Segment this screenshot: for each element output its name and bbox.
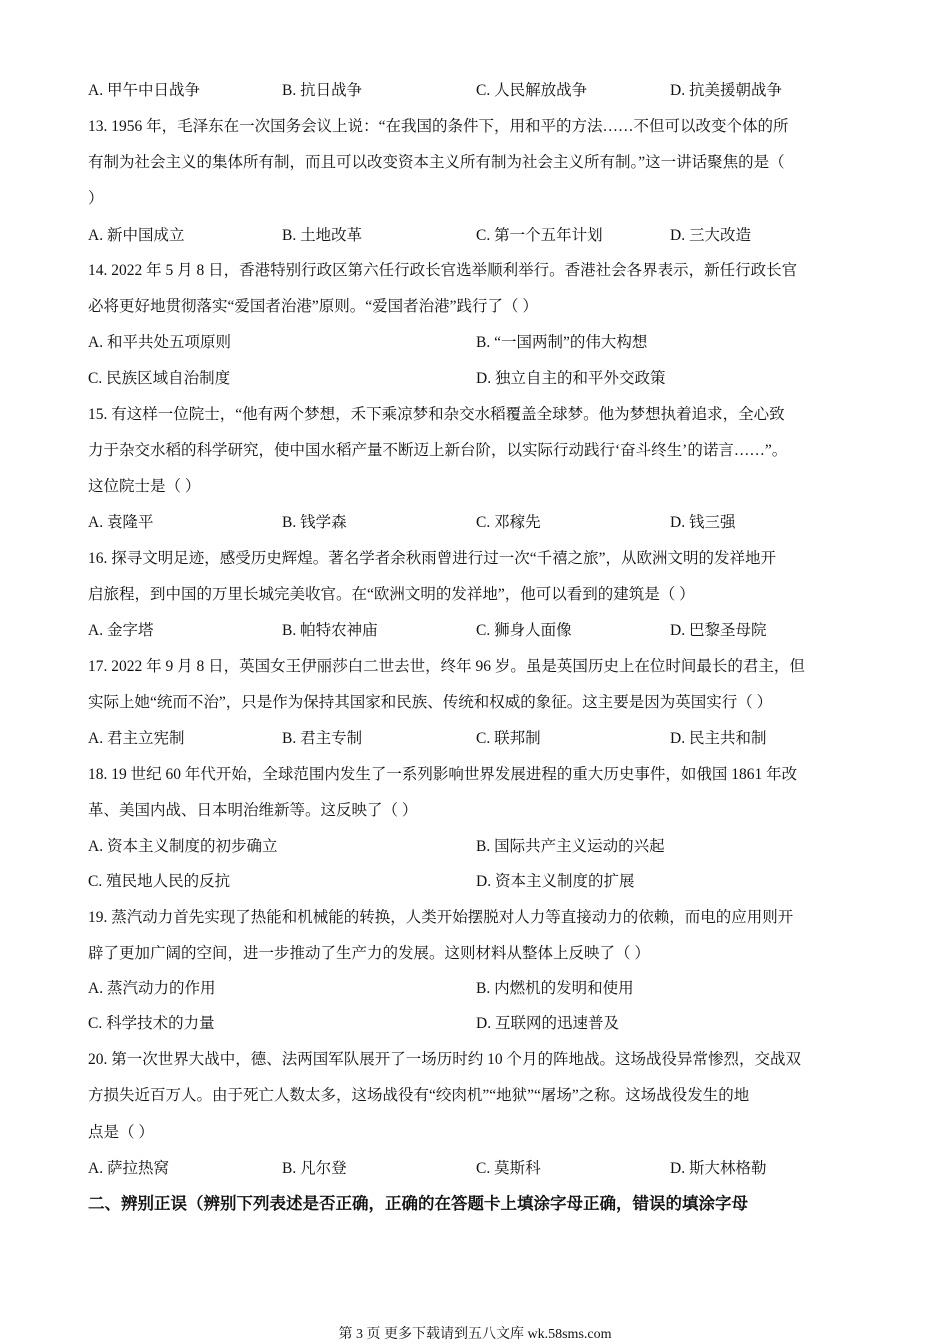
q15-stem-line: 15. 有这样一位院士，“他有两个梦想，禾下乘凉梦和杂交水稻覆盖全球梦。他为梦想执着追求，全心致: [88, 406, 785, 423]
q13-stem-line: ）: [88, 190, 104, 207]
q19-option-c: C. 科学技术的力量: [88, 1015, 215, 1032]
q20-stem-line: 点是（ ）: [88, 1124, 154, 1141]
q14-option-b: B. “一国两制”的伟大构想: [476, 334, 648, 351]
q20-option-d: D. 斯大林格勒: [670, 1160, 767, 1177]
q19-option-d: D. 互联网的迅速普及: [476, 1015, 619, 1032]
q18-option-d: D. 资本主义制度的扩展: [476, 873, 635, 890]
q14-options-row1: [88, 333, 890, 353]
q15-option-c: C. 邓稼先: [476, 514, 541, 531]
q15-option-a: A. 袁隆平: [88, 514, 154, 531]
q16-stem-line: 16. 探寻文明足迹，感受历史辉煌。著名学者余秋雨曾进行过一次“千禧之旅”，从欧洲文明的发祥地开: [88, 550, 777, 567]
q16-option-c: C. 狮身人面像: [476, 622, 572, 639]
q18-stem-line: 18. 19 世纪 60 年代开始，全球范围内发生了一系列影响世界发展进程的重大历史事件，如俄国 1861 年改: [88, 766, 798, 783]
q16-option-b: B. 帕特农神庙: [282, 622, 378, 639]
q16-stem-line: 启旅程，到中国的万里长城完美收官。在“欧洲文明的发祥地”，他可以看到的建筑是（ ）: [88, 586, 695, 603]
q14-option-d: D. 独立自主的和平外交政策: [476, 370, 666, 387]
q12-option-d: D. 抗美援朝战争: [670, 82, 782, 99]
q19-option-b: B. 内燃机的发明和使用: [476, 980, 634, 997]
q13-option-a: A. 新中国成立: [88, 227, 185, 244]
q13-stem-line: 13. 1956 年，毛泽东在一次国务会议上说：“在我国的条件下，用和平的方法……不但可以改变个体的所: [88, 118, 789, 135]
q20-option-b: B. 凡尔登: [282, 1160, 347, 1177]
q17-option-d: D. 民主共和制: [670, 730, 767, 747]
q15-stem-line: 这位院士是（ ）: [88, 478, 201, 495]
q16-option-d: D. 巴黎圣母院: [670, 622, 767, 639]
q20-stem-line: 20. 第一次世界大战中，德、法两国军队展开了一场历时约 10 个月的阵地战。这场战役异常惨烈，交战双: [88, 1051, 802, 1068]
page-footer: 第 3 页 更多下载请到五八文库 wk.58sms.com: [338, 1327, 612, 1342]
q14-options-row2: [88, 369, 890, 389]
q17-option-a: A. 君主立宪制: [88, 730, 185, 747]
q16-options: [88, 621, 890, 641]
q14-stem-line: 14. 2022 年 5 月 8 日，香港特别行政区第六任行政长官选举顺利举行。香港社会各界表示，新任行政长官: [88, 262, 798, 279]
q14-stem-line: 必将更好地贯彻落实“爱国者治港”原则。“爱国者治港”践行了（ ）: [88, 298, 538, 315]
q17-option-b: B. 君主专制: [282, 730, 363, 747]
q12-option-b: B. 抗日战争: [282, 82, 363, 99]
q15-stem-line: 力于杂交水稻的科学研究，使中国水稻产量不断迈上新台阶，以实际行动践行‘奋斗终生’的诺言……”。: [88, 442, 788, 459]
q20-stem-line: 方损失近百万人。由于死亡人数太多，这场战役有“绞肉机”“地狱”“屠场”之称。这场战役发生的地: [88, 1087, 750, 1104]
q18-option-b: B. 国际共产主义运动的兴起: [476, 838, 665, 855]
q19-stem-line: 辟了更加广阔的空间，进一步推动了生产力的发展。这则材料从整体上反映了（ ）: [88, 945, 650, 962]
q13-options: [88, 226, 890, 246]
q13-option-d: D. 三大改造: [670, 227, 751, 244]
q17-options: [88, 729, 890, 749]
q17-option-c: C. 联邦制: [476, 730, 541, 747]
q14-option-c: C. 民族区域自治制度: [88, 370, 231, 387]
q18-option-a: A. 资本主义制度的初步确立: [88, 838, 278, 855]
q13-stem-line: 有制为社会主义的集体所有制，而且可以改变资本主义所有制为社会主义所有制。”这一讲话聚焦的是（: [88, 154, 785, 171]
q18-options-row2: [88, 872, 890, 892]
q20-option-a: A. 萨拉热窝: [88, 1160, 169, 1177]
q18-options-row1: [88, 837, 890, 857]
q17-stem-line: 实际上她“统而不治”，只是作为保持其国家和民族、传统和权威的象征。这主要是因为英国实行（ ）: [88, 694, 773, 711]
q14-option-a: A. 和平共处五项原则: [88, 334, 231, 351]
q13-option-b: B. 土地改革: [282, 227, 363, 244]
q19-option-a: A. 蒸汽动力的作用: [88, 980, 216, 997]
q15-options: [88, 513, 890, 533]
q20-option-c: C. 莫斯科: [476, 1160, 541, 1177]
q19-options-row1: [88, 979, 890, 999]
q12-options: [88, 81, 890, 101]
q13-option-c: C. 第一个五年计划: [476, 227, 603, 244]
q12-option-c: C. 人民解放战争: [476, 82, 588, 99]
q18-option-c: C. 殖民地人民的反抗: [88, 873, 231, 890]
q17-stem-line: 17. 2022 年 9 月 8 日，英国女王伊丽莎白二世去世，终年 96 岁。虽是英国历史上在位时间最长的君主，但: [88, 658, 805, 675]
q19-stem-line: 19. 蒸汽动力首先实现了热能和机械能的转换，人类开始摆脱对人力等直接动力的依赖，而电的应用则开: [88, 909, 794, 926]
q12-option-a: A. 甲午中日战争: [88, 82, 200, 99]
section-heading: 二、辨别正误（辨别下列表述是否正确，正确的在答题卡上填涂字母正确，错误的填涂字母: [88, 1194, 748, 1213]
q18-stem-line: 革、美国内战、日本明治维新等。这反映了（ ）: [88, 802, 418, 819]
q16-option-a: A. 金字塔: [88, 622, 154, 639]
q20-options: [88, 1159, 890, 1179]
q15-option-d: D. 钱三强: [670, 514, 736, 531]
q19-options-row2: [88, 1014, 890, 1034]
q15-option-b: B. 钱学森: [282, 514, 347, 531]
